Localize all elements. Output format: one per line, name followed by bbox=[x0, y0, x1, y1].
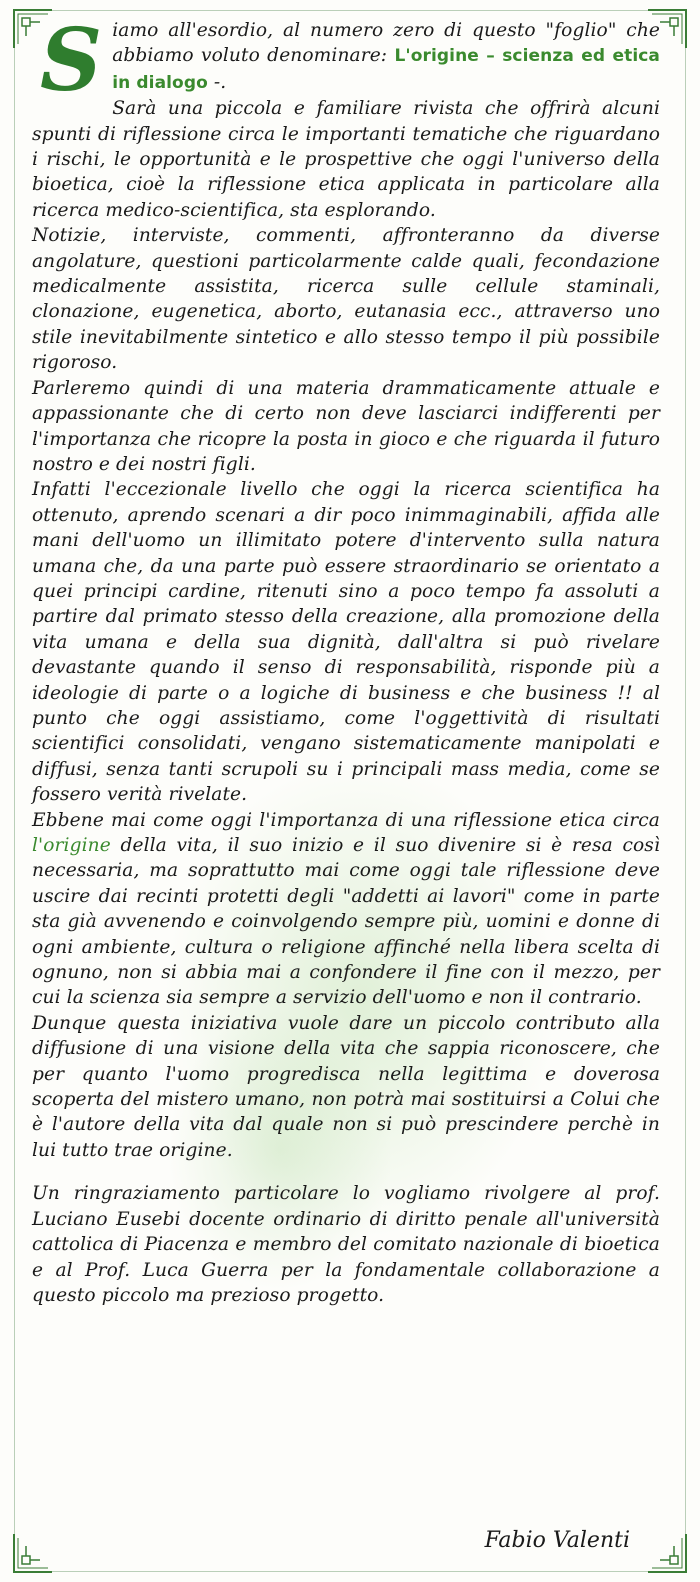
highlight-origine: l'origine bbox=[32, 835, 111, 856]
paragraph-5-start: Ebbene mai come oggi l'importanza di una riflessione etica circa bbox=[32, 809, 660, 831]
paragraph-1: Sarà una piccola e familiare rivista che offrirà alcuni spunti di riflessione circa le importanti tematiche che riguardano i rischi, le opportunità e le prospettive che oggi l'universo della bioetica, cioè la riflessione etica applicata in particolare alla ricerca medico-scientifica, sta esplorando. bbox=[32, 98, 660, 221]
intro-paragraph bbox=[32, 10, 660, 111]
paragraph-5 bbox=[32, 808, 660, 1011]
article-body bbox=[32, 10, 660, 1308]
paragraph-2: Notizie, interviste, commenti, affronteranno da diverse angolature, questioni particolarmente calde quali, fecondazione medicalmente assistita, ricerca sulle cellule staminali, clonazione, eugenetica, aborto, eutanasia ecc., attraverso uno stile inevitabilmente sintetico e allo stesso tempo il più possibile rigoroso. bbox=[32, 225, 660, 374]
paragraph-4: Infatti l'eccezionale livello che oggi la ricerca scientifica ha ottenuto, aprendo scenari a dir poco inimmaginabili, affida alle mani dell'uomo un illimitato potere d'intervento sulla natura umana che, da una parte può essere straordinario se orientato a quei principi cardine, ritenuti sino a poco tempo fa assoluti a partire dal primato stesso della creazione, alla promozione della vita umana e della sua dignità, dall'altra si può rivelare devastante quando il senso di responsabilità, risponde più a ideologie di parte o a logiche di business e che business !! al punto che oggi assistiamo, come l'oggettività di risultati scientifici consolidati, vengano sistematicamente manipolati e diffusi, senza tanti scrupoli su i principali mass media, come se fossero verità rivelate. bbox=[32, 479, 660, 806]
author-signature: Fabio Valenti bbox=[484, 1528, 630, 1553]
corner-ornament-icon bbox=[646, 1532, 688, 1574]
paragraph-3: Parleremo quindi di una materia drammaticamente attuale e appassionante che di certo non deve lasciarci indifferenti per l'importanza che ricopre la posta in gioco e che riguarda il futuro nostro e dei nostri figli. bbox=[32, 377, 660, 475]
acknowledgement-paragraph: Un ringraziamento particolare lo vogliamo rivolgere al prof. Luciano Eusebi docente ordinario di diritto penale all'università cattolica di Piacenza e membro del comitato nazionale di bioetica e al Prof. Luca Guerra per la fondamentale collaborazione a questo piccolo ma prezioso progetto. bbox=[32, 1183, 660, 1306]
paragraph-5-end: della vita, il suo inizio e il suo divenire si è resa così necessaria, ma soprattutto mai come oggi tale riflessione deve uscire dai recinti protetti degli "addetti ai lavori" come in parte sta già avvenendo e coinvolgendo sempre più, uomini e donne di ogni ambiente, cultura o religione affinché nella libera scelta di ognuno, non si abbia mai a confondere il fine con il mezzo, per cui la scienza sia sempre a servizio dell'uomo e non il contrario. bbox=[32, 835, 660, 1009]
paragraph-6: Dunque questa iniziativa vuole dare un piccolo contributo alla diffusione di una visione della vita che sappia riconoscere, che per quanto l'uomo progredisca nella legittima e doverosa scoperta del mistero umano, non potrà mai sostituirsi a Colui che è l'autore della vita dal quale non si può prescindere perchè in lui tutto trae origine. bbox=[32, 1012, 660, 1161]
corner-ornament-icon bbox=[12, 1532, 54, 1574]
magazine-title: L'origine – scienza ed etica in dialogo bbox=[112, 46, 660, 93]
intro-end: -. bbox=[207, 71, 227, 93]
drop-cap: S bbox=[40, 10, 103, 111]
intro-text: iamo all'esordio, al numero zero di questo "foglio" che abbiamo voluto denominare: bbox=[112, 20, 660, 67]
